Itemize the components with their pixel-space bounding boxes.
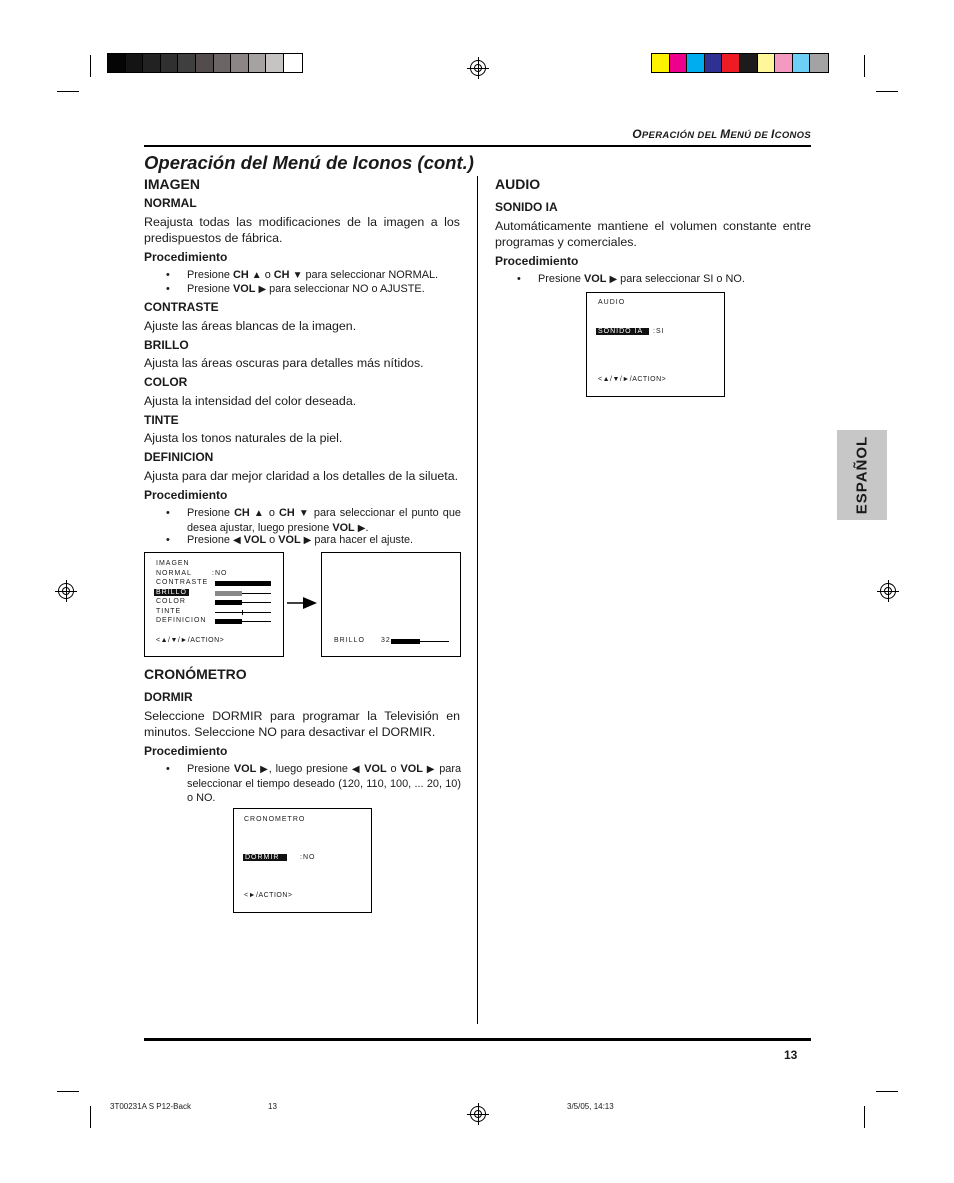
- color-swatch: [722, 54, 740, 72]
- right-arrow-icon: ▶: [258, 284, 267, 295]
- osd-item-color: COLOR: [156, 598, 186, 605]
- color-swatch: [810, 54, 828, 72]
- registration-mark-icon: [880, 583, 896, 599]
- footer-rule: [144, 1038, 811, 1041]
- osd-definicion-bar: [215, 619, 271, 624]
- registration-mark-icon: [470, 60, 486, 76]
- color-swatch: [775, 54, 793, 72]
- right-arrow-icon: ▶: [357, 523, 366, 534]
- dormir-description: Seleccione DORMIR para programar la Televisión en minutos. Seleccione NO para desactivar el DORMIR.: [144, 709, 460, 739]
- color-swatch: [687, 54, 705, 72]
- right-arrow-icon: ▶: [426, 764, 436, 775]
- down-arrow-icon: ▼: [292, 270, 303, 281]
- color-swatch: [143, 54, 161, 72]
- osd-tinte-bar: [215, 610, 271, 615]
- procedure-step: • Presione VOL ▶ para seleccionar SI o NO.: [517, 273, 745, 285]
- section-heading-audio: AUDIO: [495, 176, 541, 192]
- crop-mark: [90, 1106, 91, 1128]
- crop-mark: [57, 1091, 79, 1092]
- footer-page: 13: [268, 1102, 277, 1111]
- language-tab: [837, 430, 887, 520]
- right-arrow-icon: ▶: [303, 535, 312, 546]
- osd-item-normal: NORMAL: [156, 570, 192, 577]
- osd-item-sonido-ia-value: :SI: [653, 328, 665, 335]
- subheading-color: COLOR: [144, 375, 188, 389]
- osd-title: CRONOMETRO: [244, 816, 306, 823]
- osd-title: AUDIO: [598, 299, 626, 306]
- crop-mark: [864, 55, 865, 77]
- procedure-step: • Presione VOL ▶, luego presione ◀ VOL o VOL ▶ para seleccionar el tiempo deseado (120, 110, 100, ... 20, 10) o NO.: [166, 763, 462, 804]
- crop-mark: [876, 1091, 898, 1092]
- color-swatch: [108, 54, 126, 72]
- subheading-sonido-ia: SONIDO IA: [495, 200, 558, 214]
- brillo-description: Ajusta las áreas oscuras para detalles más nítidos.: [144, 356, 424, 370]
- crop-mark: [90, 55, 91, 77]
- color-swatch: [249, 54, 267, 72]
- procedure-step: • Presione CH ▲ o CH ▼ para seleccionar el punto que desea ajustar, luego presione VOL ▶.: [166, 507, 461, 534]
- registration-mark-icon: [58, 583, 74, 599]
- osd-brillo-value: 32: [381, 637, 391, 644]
- right-arrow-icon: ▶: [609, 274, 618, 285]
- registration-mark-icon: [470, 1106, 486, 1122]
- left-arrow-icon: ◀: [351, 764, 361, 775]
- color-swatch: [705, 54, 723, 72]
- osd-nav-hint: <►/ACTION>: [244, 892, 293, 899]
- osd-audio-menu: [586, 292, 725, 397]
- down-arrow-icon: ▼: [298, 508, 310, 519]
- color-swatch: [231, 54, 249, 72]
- osd-brillo-adjust-bar: [391, 639, 449, 644]
- color-swatch: [126, 54, 144, 72]
- osd-cronometro-menu: [233, 808, 372, 913]
- procedure-label: Procedimiento: [144, 744, 228, 758]
- color-swatch: [266, 54, 284, 72]
- osd-item-definicion: DEFINICION: [156, 617, 207, 624]
- left-arrow-icon: ◀: [233, 535, 241, 546]
- color-swatch: [670, 54, 688, 72]
- color-swatch: [284, 54, 302, 72]
- subheading-definicion: DEFINICION: [144, 450, 214, 464]
- subheading-tinte: TINTE: [144, 413, 179, 427]
- color-swatch: [793, 54, 811, 72]
- contraste-description: Ajuste las áreas blancas de la imagen.: [144, 319, 357, 333]
- crop-mark: [876, 91, 898, 92]
- osd-item-contraste: CONTRASTE: [156, 579, 209, 586]
- subheading-dormir: DORMIR: [144, 690, 193, 704]
- right-arrow-icon: ▶: [260, 764, 269, 775]
- normal-description: Reajusta todas las modificaciones de la imagen a los predispuestos de fábrica.: [144, 215, 460, 245]
- osd-brillo-bar: [215, 591, 271, 596]
- running-header: OPERACIÓN DEL MENÚ DE ICONOS: [632, 127, 811, 141]
- color-swatch: [178, 54, 196, 72]
- page-number: 13: [784, 1048, 798, 1062]
- color-swatch: [652, 54, 670, 72]
- osd-item-dormir: DORMIR: [243, 854, 287, 861]
- right-arrow-icon: [287, 596, 317, 610]
- subheading-normal: NORMAL: [144, 196, 197, 210]
- osd-color-bar: [215, 600, 271, 605]
- footer-date: 3/5/05, 14:13: [567, 1102, 614, 1111]
- section-heading-cronometro: CRONÓMETRO: [144, 666, 247, 682]
- subheading-brillo: BRILLO: [144, 338, 189, 352]
- osd-item-tinte: TINTE: [156, 608, 182, 615]
- osd-brillo-label: BRILLO: [334, 637, 365, 644]
- osd-contraste-bar: [215, 581, 271, 586]
- page-title: Operación del Menú de Iconos (cont.): [144, 152, 474, 173]
- section-heading-imagen: IMAGEN: [144, 176, 200, 192]
- column-divider: [477, 176, 478, 1024]
- crop-mark: [57, 91, 79, 92]
- definicion-description: Ajusta para dar mejor claridad a los detalles de la silueta.: [144, 469, 459, 483]
- procedure-step: • Presione VOL ▶ para seleccionar NO o AJUSTE.: [166, 283, 425, 295]
- language-tab-label: ESPAÑOL: [853, 435, 871, 515]
- procedure-label: Procedimiento: [144, 250, 228, 264]
- osd-brillo-adjust: [321, 552, 461, 657]
- sonido-ia-description: Automáticamente mantiene el volumen constante entre programas y comerciales.: [495, 219, 811, 249]
- osd-item-brillo: BRILLO: [156, 589, 187, 596]
- header-rule: [144, 145, 811, 147]
- subheading-contraste: CONTRASTE: [144, 300, 219, 314]
- osd-item-sonido-ia: SONIDO IA: [596, 328, 649, 335]
- tinte-description: Ajusta los tonos naturales de la piel.: [144, 431, 343, 445]
- procedure-step: • Presione CH ▲ o CH ▼ para seleccionar NORMAL.: [166, 269, 439, 281]
- footer-file-name: 3T00231A S P12-Back: [110, 1102, 191, 1111]
- up-arrow-icon: ▲: [251, 270, 262, 281]
- osd-title: IMAGEN: [156, 560, 190, 567]
- crop-mark: [864, 1106, 865, 1128]
- up-arrow-icon: ▲: [253, 508, 265, 519]
- osd-item-dormir-value: :NO: [300, 854, 316, 861]
- procedure-step: • Presione ◀ VOL o VOL ▶ para hacer el ajuste.: [166, 534, 414, 546]
- color-swatch: [758, 54, 776, 72]
- procedure-label: Procedimiento: [144, 488, 228, 502]
- osd-item-normal-value: :NO: [212, 570, 228, 577]
- procedure-label: Procedimiento: [495, 254, 579, 268]
- color-swatch: [740, 54, 758, 72]
- osd-nav-hint: <▲/▼/►/ACTION>: [598, 376, 667, 383]
- osd-nav-hint: <▲/▼/►/ACTION>: [156, 637, 225, 644]
- color-swatch: [161, 54, 179, 72]
- color-swatch: [214, 54, 232, 72]
- color-description: Ajusta la intensidad del color deseada.: [144, 394, 357, 408]
- osd-imagen-menu: [144, 552, 284, 657]
- color-swatch: [196, 54, 214, 72]
